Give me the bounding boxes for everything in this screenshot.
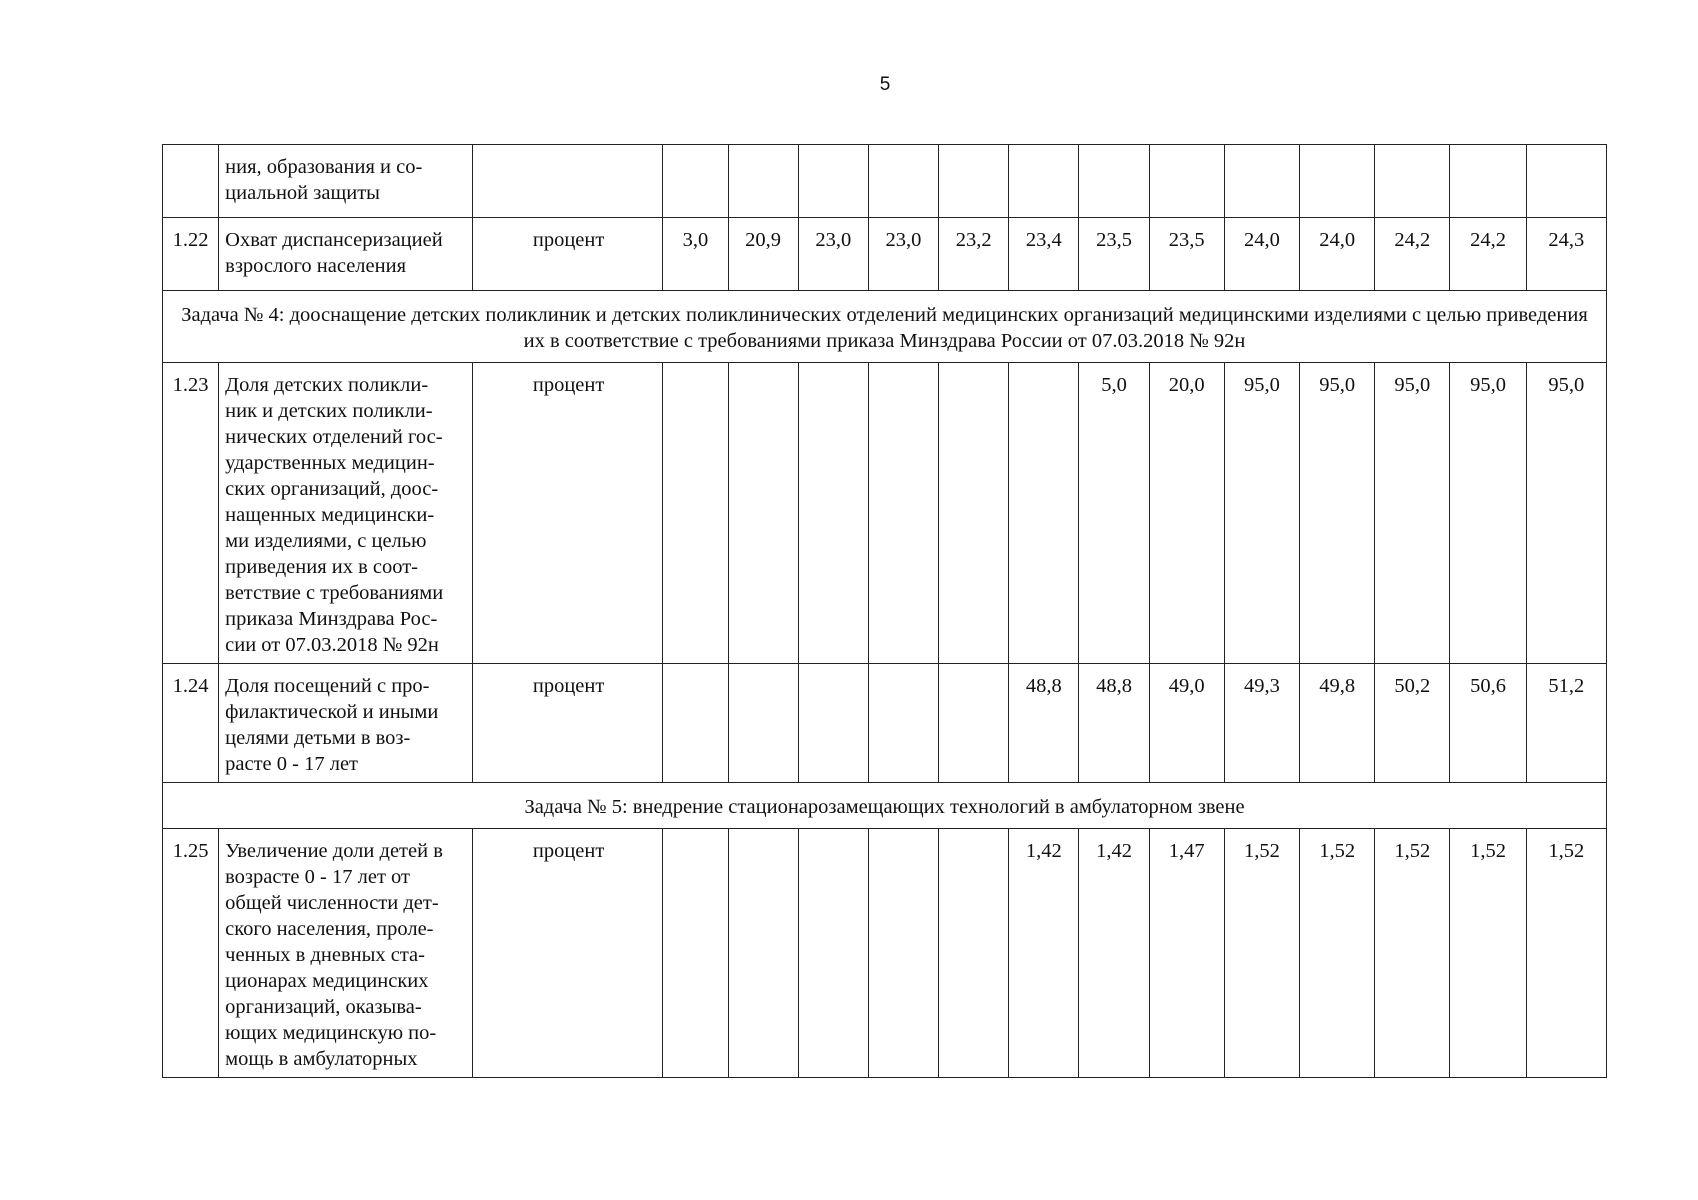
indicator-value: 50,6 [1450,664,1526,783]
indicator-value: 48,8 [1009,664,1079,783]
indicator-value: 23,0 [868,218,938,291]
indicator-value: 51,2 [1526,664,1606,783]
indicator-value: 23,5 [1079,218,1149,291]
indicator-value [798,363,868,664]
indicator-value: 24,2 [1450,218,1526,291]
indicator-value [939,664,1009,783]
indicator-value [728,145,798,218]
indicator-name: Охват диспансеризацией взрослого населения [219,218,473,291]
indicator-value: 95,0 [1450,363,1526,664]
indicator-value: 49,3 [1224,664,1299,783]
indicator-value: 1,52 [1300,829,1375,1078]
indicator-value [1009,363,1079,664]
indicator-row [163,664,1607,783]
indicator-number: 1.25 [163,829,219,1078]
indicator-value: 1,42 [1079,829,1149,1078]
indicator-value [939,829,1009,1078]
task-heading: Задача № 5: внедрение стационарозамещающих технологий в амбулаторном звене [163,783,1607,829]
indicator-value [1079,145,1149,218]
indicator-number: 1.22 [163,218,219,291]
indicator-value [798,829,868,1078]
indicator-value: 23,0 [798,218,868,291]
indicator-value [1009,145,1079,218]
indicator-unit: процент [472,363,663,664]
indicator-value [798,664,868,783]
indicator-value: 24,0 [1300,218,1375,291]
indicator-value: 23,5 [1149,218,1224,291]
indicator-number [163,145,219,218]
indicator-value [939,145,1009,218]
indicator-value: 95,0 [1526,363,1606,664]
indicator-value: 95,0 [1224,363,1299,664]
task-heading: Задача № 4: дооснащение детских поликлиник и детских поликлинических отделений медицинских организаций медицинскими изделиями с целью приведения их в соответствие с требованиями приказа Минздрава России от 07.03.2018 № 92н [163,291,1607,363]
task-row [163,783,1607,829]
indicator-value: 49,8 [1300,664,1375,783]
indicator-unit [472,145,663,218]
indicator-value: 1,42 [1009,829,1079,1078]
indicator-value [939,363,1009,664]
indicator-row [163,363,1607,664]
indicator-value: 95,0 [1375,363,1450,664]
indicator-value [663,363,728,664]
indicator-value [728,363,798,664]
indicator-value: 49,0 [1149,664,1224,783]
indicator-value: 1,52 [1526,829,1606,1078]
indicator-number: 1.24 [163,664,219,783]
indicator-value [798,145,868,218]
indicator-number: 1.23 [163,363,219,664]
indicator-value [868,363,938,664]
indicator-value [868,145,938,218]
indicator-value [663,829,728,1078]
indicator-value: 1,47 [1149,829,1224,1078]
indicator-value [663,145,728,218]
indicator-value: 1,52 [1450,829,1526,1078]
indicator-value [1526,145,1606,218]
indicator-value: 23,4 [1009,218,1079,291]
indicator-row [163,218,1607,291]
indicator-value: 1,52 [1224,829,1299,1078]
indicators-table [162,144,1607,1078]
indicator-value: 50,2 [1375,664,1450,783]
indicator-row [163,145,1607,218]
indicator-value [868,829,938,1078]
indicator-value [728,664,798,783]
indicator-name: Доля детских поликли- ник и детских поликли- нических отделений гос- ударственных медицин- ских организаций, доос- нащенных медицински- ми изделиями, с целью приведения их в соот- ветствие с требованиями приказа Минздрава Рос- сии от 07.03.2018 № 92н [219,363,473,664]
indicator-value: 24,3 [1526,218,1606,291]
indicator-name: ния, образования и со- циальной защиты [219,145,473,218]
indicator-value [1450,145,1526,218]
indicator-value: 20,9 [728,218,798,291]
indicator-value: 48,8 [1079,664,1149,783]
indicator-name: Доля посещений с про- филактической и иными целями детьми в воз- расте 0 - 17 лет [219,664,473,783]
page-number: 5 [879,74,891,95]
indicator-unit: процент [472,218,663,291]
task-row [163,291,1607,363]
indicator-value: 95,0 [1300,363,1375,664]
indicator-row [163,829,1607,1078]
indicator-value: 23,2 [939,218,1009,291]
indicator-unit: процент [472,829,663,1078]
indicator-value: 20,0 [1149,363,1224,664]
indicator-value [1224,145,1299,218]
indicator-unit: процент [472,664,663,783]
indicator-value [868,664,938,783]
indicator-value [663,664,728,783]
indicator-value: 5,0 [1079,363,1149,664]
indicator-value [1375,145,1450,218]
indicator-value [1149,145,1224,218]
indicator-value: 24,0 [1224,218,1299,291]
indicator-value [1300,145,1375,218]
indicator-value: 1,52 [1375,829,1450,1078]
indicator-value: 3,0 [663,218,728,291]
indicator-value: 24,2 [1375,218,1450,291]
indicator-name: Увеличение доли детей в возрасте 0 - 17 лет от общей численности дет- ского населения, проле- ченных в дневных ста- ционарах медицинских организаций, оказыва- ющих медицинскую по- мощь в амбулаторных [219,829,473,1078]
indicator-value [728,829,798,1078]
